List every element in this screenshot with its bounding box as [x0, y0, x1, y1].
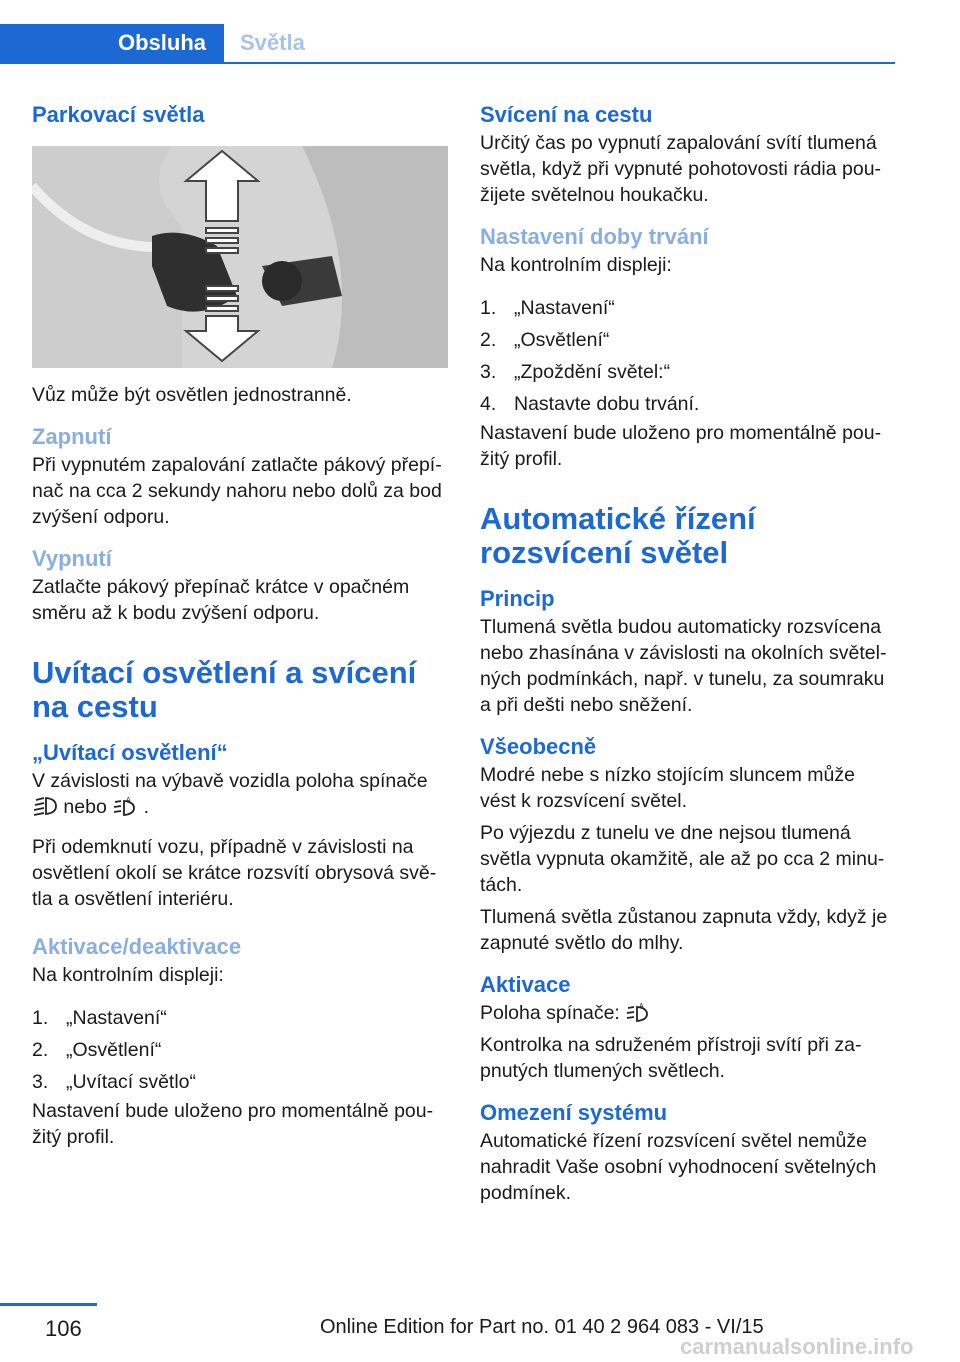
list-item: 3. „Uvítací světlo“	[32, 1071, 197, 1093]
parking-caption: Vůz může být osvětlen jednostranně.	[32, 384, 352, 406]
footer-watermark: carmanualsonline.info	[680, 1334, 914, 1359]
path-lighting-text: Určitý čas po vypnutí zapalování svítí tlumená světla, když při vypnuté pohotovosti rádia pou‐žijete světelnou houkačku.	[480, 132, 882, 206]
duration-display-text: Na kontrolním displeji:	[480, 254, 672, 276]
list-item: 1. „Nastavení“	[480, 297, 615, 319]
header-tabs	[0, 24, 895, 64]
general-text-3: Tlumená světla zůstanou zapnuta vždy, když je zapnuté světlo do mlhy.	[480, 906, 888, 954]
parking-lights-title: Parkovací světla	[32, 102, 205, 127]
welcome-text-2: Při odemknutí vozu, případně v závislosti na osvětlení okolí se krátce rozsvítí obrysová svě‐tla a osvětlení interiéru.	[32, 836, 437, 910]
general-title: Všeobecně	[480, 734, 597, 759]
tab-obsluha[interactable]: Obsluha	[0, 24, 224, 62]
svg-text:A: A	[639, 1003, 644, 1010]
system-limits-text: Automatické řízení rozsvícení světel nemůže nahradit Vaše osobní vyhodnocení světelných podmínek.	[480, 1130, 877, 1204]
page-number: 106	[45, 1316, 82, 1341]
left-column	[32, 100, 448, 1150]
list-item: 2. „Osvětlení“	[32, 1039, 162, 1061]
stalk-illustration	[32, 146, 448, 368]
activation-title: Aktivace	[480, 972, 571, 997]
list-item: 2. „Osvětlení“	[480, 329, 610, 351]
tab-svetla[interactable]: Světla	[240, 30, 305, 55]
general-text-1: Modré nebe s nízko stojícím sluncem může vést k rozsvícení světel.	[480, 764, 855, 812]
auto-lighting-heading: Automatické řízení rozsvícení světel	[480, 501, 756, 570]
switch-off-text: Zatlačte pákový přepínač krátce v opačném směru až k bodu zvýšení odporu.	[32, 576, 410, 624]
list-item: 1. „Nastavení“	[32, 1007, 167, 1029]
footer-accent-line	[0, 1303, 97, 1306]
switch-on-title: Zapnutí	[32, 424, 112, 449]
right-column	[480, 100, 896, 1206]
path-lighting-title: Svícení na cestu	[480, 102, 653, 127]
duration-saved-text: Nastavení bude uloženo pro momentálně pou‐žitý profil.	[480, 422, 882, 470]
duration-title: Nastavení doby trvání	[480, 224, 709, 249]
footer-edition: Online Edition for Part no. 01 40 2 964 083 - VI/15	[320, 1316, 764, 1338]
auto-headlight-icon	[112, 795, 138, 817]
principle-title: Princip	[480, 586, 555, 611]
auto-headlight-icon	[625, 1001, 651, 1023]
activation-text-2: Kontrolka na sdruženém přístroji svítí při za‐pnutých tlumených světlech.	[480, 1034, 862, 1082]
list-item: 4. Nastavte dobu trvání.	[480, 393, 700, 415]
list-item: 3. „Zpoždění světel:“	[480, 361, 671, 383]
duration-steps-list	[480, 292, 896, 420]
system-limits-title: Omezení systému	[480, 1100, 668, 1125]
activation-saved-text: Nastavení bude uloženo pro momentálně pou‐žitý profil.	[32, 1100, 434, 1148]
svg-text:A: A	[126, 797, 131, 804]
welcome-heading: Uvítací osvětlení a svícení na cestu	[32, 655, 417, 724]
principle-text: Tlumená světla budou automaticky rozsvícena nebo zhasínána v závislosti na okolních světel‐ných podmínkách, např. v tunelu, za soumraku a při dešti nebo sněžení.	[480, 616, 887, 716]
general-text-2: Po výjezdu z tunelu ve dne nejsou tlumená světla vypnuta okamžitě, ale až po cca 2 minu‐tách.	[480, 822, 885, 896]
welcome-text: V závislosti na výbavě vozidla poloha spínače nebo A .	[32, 770, 428, 818]
activation-deactivation-title: Aktivace/deaktivace	[32, 934, 242, 959]
activation-text: Poloha spínače: A	[480, 1000, 896, 1026]
activation-display-text: Na kontrolním displeji:	[32, 964, 224, 986]
switch-off-title: Vypnutí	[32, 546, 112, 571]
lowbeam-icon	[32, 795, 58, 817]
switch-on-text: Při vypnutém zapalování zatlačte pákový přepí‐nač na cca 2 sekundy nahoru nebo dolů za bod zvýšení odporu.	[32, 454, 442, 528]
welcome-subheading: „Uvítací osvětlení“	[32, 740, 228, 765]
welcome-steps-list	[32, 1002, 448, 1098]
